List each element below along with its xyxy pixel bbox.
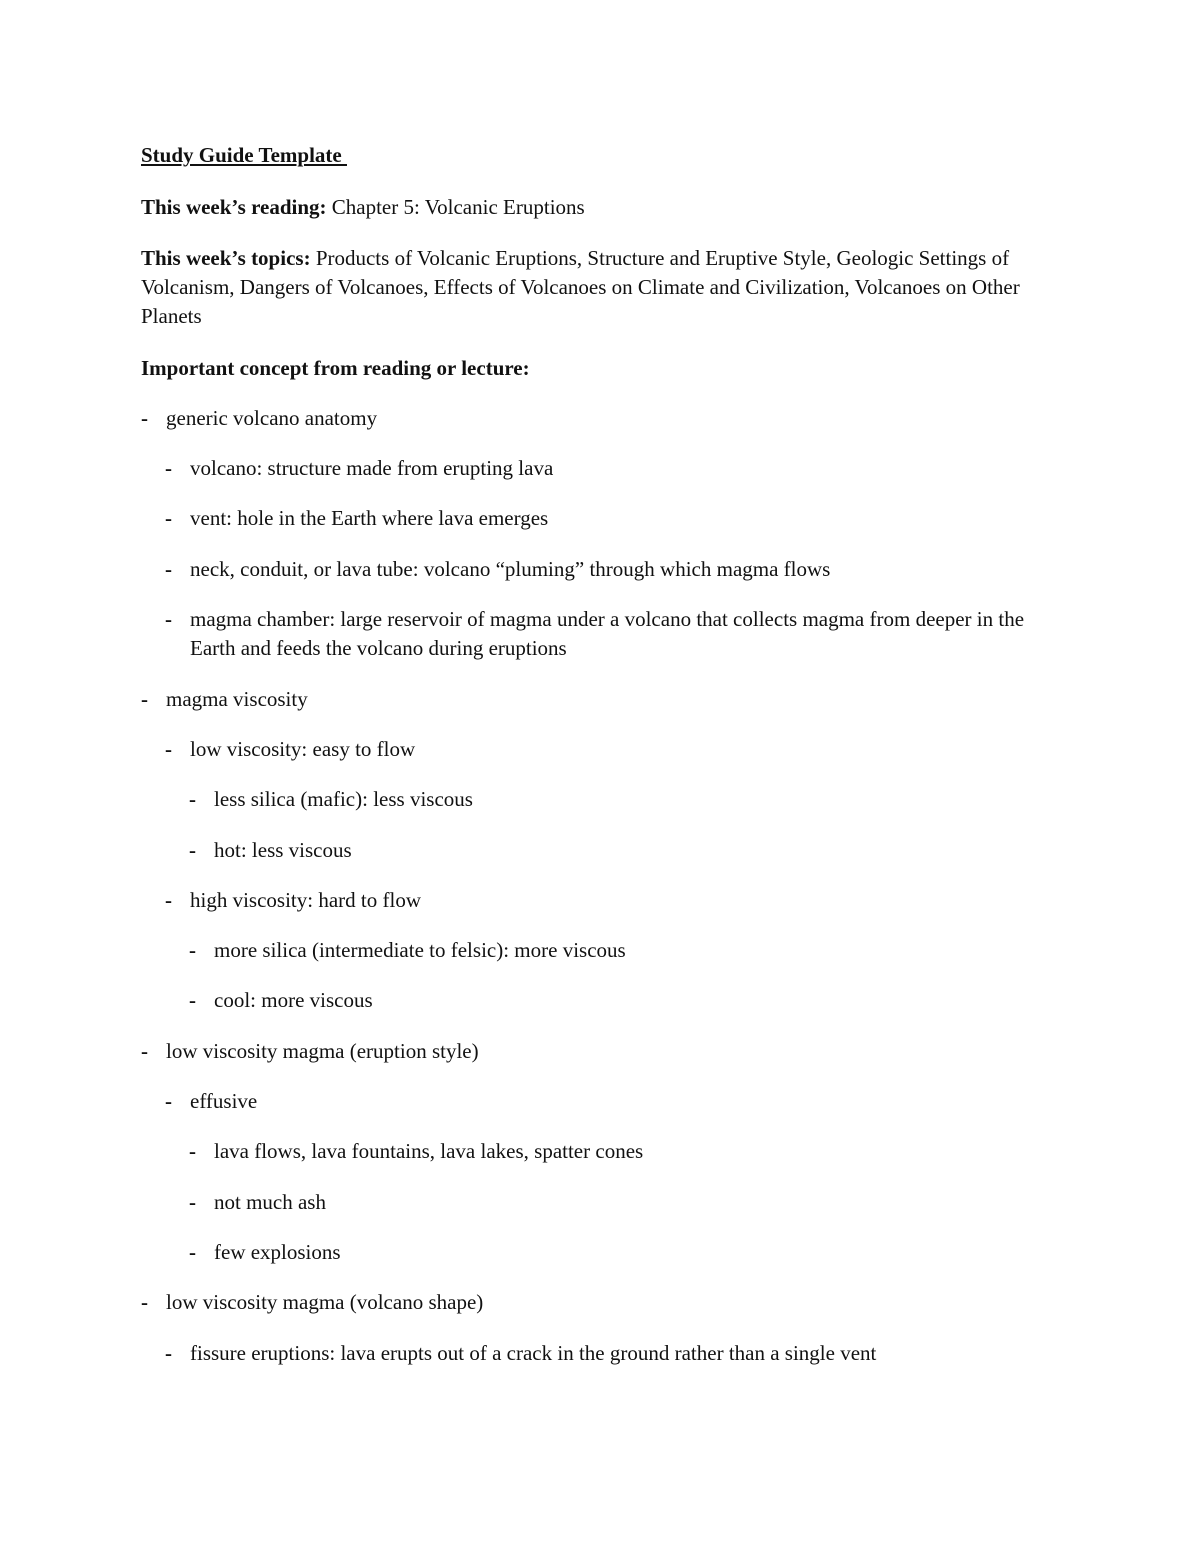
- reading-line: [141, 193, 1061, 222]
- list-item: [165, 555, 1045, 584]
- topics-value: Products of Volcanic Eruptions, Structure and Eruptive Style, Geologic Settings of Volcanism, Dangers of Volcanoes, Effects of Volcanoes on Climate and Civilization, Volcanoes on Other Planets: [141, 246, 1020, 328]
- list-item-text: low viscosity magma (eruption style): [166, 1039, 479, 1063]
- list-item: [165, 605, 1045, 663]
- reading-value: Chapter 5: Volcanic Eruptions: [326, 195, 585, 219]
- bullet-dash: -: [189, 787, 196, 811]
- bullet-dash: -: [165, 1341, 172, 1365]
- list-item-text: fissure eruptions: lava erupts out of a crack in the ground rather than a single vent: [190, 1341, 877, 1365]
- concept-heading: [141, 354, 1061, 383]
- list-item: [189, 1188, 1049, 1217]
- list-item-text: generic volcano anatomy: [166, 406, 378, 430]
- bullet-dash: -: [165, 1089, 172, 1113]
- bullet-dash: -: [189, 1190, 196, 1214]
- list-item-text: hot: less viscous: [214, 838, 352, 862]
- list-item-text: vent: hole in the Earth where lava emerges: [190, 506, 549, 530]
- bullet-dash: -: [141, 687, 148, 711]
- list-item: [141, 404, 1041, 433]
- topics-label: This week’s topics:: [141, 246, 311, 270]
- list-item: [141, 685, 1041, 714]
- list-item-text: high viscosity: hard to flow: [190, 888, 421, 912]
- list-item: [141, 1288, 1041, 1317]
- list-item: [189, 785, 1049, 814]
- list-item-text: lava flows, lava fountains, lava lakes, spatter cones: [214, 1139, 644, 1163]
- list-item-text: less silica (mafic): less viscous: [214, 787, 473, 811]
- list-item-text: effusive: [190, 1089, 258, 1113]
- list-item: [141, 1037, 1041, 1066]
- bullet-dash: -: [189, 1139, 196, 1163]
- list-item: [165, 886, 1045, 915]
- list-item-text: few explosions: [214, 1240, 341, 1264]
- bullet-dash: -: [141, 406, 148, 430]
- list-item-text: not much ash: [214, 1190, 326, 1214]
- list-item: [165, 1087, 1045, 1116]
- list-item-text: cool: more viscous: [214, 988, 373, 1012]
- bullet-dash: -: [165, 456, 172, 480]
- list-item-text: low viscosity magma (volcano shape): [166, 1290, 484, 1314]
- bullet-dash: -: [189, 1240, 196, 1264]
- list-item: [165, 454, 1045, 483]
- bullet-dash: -: [165, 607, 172, 631]
- document-title: Study Guide Template: [141, 143, 347, 167]
- list-item-text: neck, conduit, or lava tube: volcano “pluming” through which magma flows: [190, 557, 831, 581]
- list-item: [189, 1238, 1049, 1267]
- bullet-dash: -: [141, 1290, 148, 1314]
- bullet-dash: -: [165, 737, 172, 761]
- list-item-text: magma chamber: large reservoir of magma under a volcano that collects magma from deeper in the Earth and feeds the volcano during eruptions: [190, 607, 1025, 660]
- list-item: [165, 504, 1045, 533]
- reading-label: This week’s reading:: [141, 195, 327, 219]
- bullet-dash: -: [189, 938, 196, 962]
- bullet-dash: -: [189, 838, 196, 862]
- list-item: [189, 836, 1049, 865]
- list-item-text: more silica (intermediate to felsic): more viscous: [214, 938, 626, 962]
- list-item-text: magma viscosity: [166, 687, 308, 711]
- bullet-dash: -: [189, 988, 196, 1012]
- list-item: [165, 735, 1045, 764]
- list-item: [189, 1137, 1049, 1166]
- list-item-text: low viscosity: easy to flow: [190, 737, 416, 761]
- list-item: [189, 986, 1049, 1015]
- bullet-dash: -: [165, 888, 172, 912]
- bullet-dash: -: [141, 1039, 148, 1063]
- list-item: [165, 1339, 1045, 1368]
- list-item-text: volcano: structure made from erupting lava: [190, 456, 554, 480]
- bullet-dash: -: [165, 557, 172, 581]
- list-item: [189, 936, 1049, 965]
- bullet-dash: -: [165, 506, 172, 530]
- topics-paragraph: [141, 244, 1061, 331]
- concept-heading-text: Important concept from reading or lecture:: [141, 356, 530, 380]
